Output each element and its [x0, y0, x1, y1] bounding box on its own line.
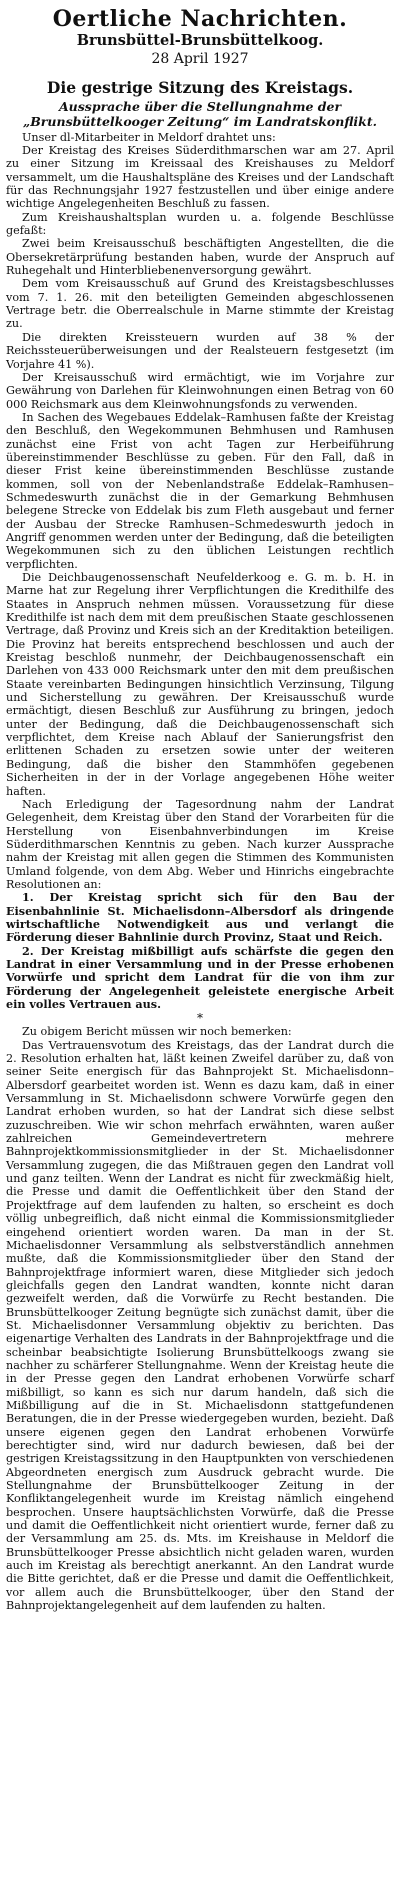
byline: Unser dl-Mitarbeiter in Meldorf drahtet uns:	[22, 131, 276, 144]
closing-paragraph: Das Vertrauensvotum des Kreistags, das der Landrat durch die 2. Resolution erhalten hat, läßt keinen Zweifel darüber zu, daß von seiner Seite energisch für das Bahnprojekt St. Michaelisdonn–Albersdorf gearbeitet worden ist. Wenn es dazu kam, daß in einer Versammlung in St. Michaelisdonn schwere Vorwürfe gegen den Landrat erhoben wurden, so hat der Landrat sich diese selbst zuzuschreiben. Wie wir schon mehrfach erwähnten, waren außer zahlreichen Gemeindevertretern mehrere Bahnprojektkommissionsmitglieder in der St. Michaelisdonner Versammlung zugegen, die das Mißtrauen gegen den Landrat voll und ganz teilten. Wenn der Landrat es nicht für zweckmäßig hielt, die Presse und damit die Oeffentlichkeit über den Stand der Projektfrage auf dem laufenden zu halten, so erscheint es doch völlig unbegreiflich, daß nicht einmal die Kommissionsmitglieder eingehend orientiert worden waren. Da man in der St. Michaelisdonner Versammlung als selbstverständlich annehmen mußte, daß die Kommissionsmitglieder über den Stand der Bahnprojektfrage informiert waren, diese Mitglieder sich jedoch gleichfalls gegen den Landrat wandten, konnte nicht daran gezweifelt werden, daß die Vorwürfe zu Recht bestanden. Die Brunsbüttelkooger Zeitung begnügte sich zunächst damit, über die St. Michaelisdonner Versammlung objektiv zu berichten. Das eigenartige Verhalten des Landrats in der Bahnprojektfrage und die scheinbar beabsichtigte Isolierung Brunsbüttelkoogs zwang sie nachher zu schärferer Stellungnahme. Wenn der Kreistag heute die in der Presse gegen den Landrat erhobenen Vorwürfe scharf mißbilligt, so kann es sich nur darum handeln, daß sich die Mißbilligung auf die in St. Michaelisdonn stattgefundenen Beratungen, die in der Presse wiedergegeben wurden, bezieht. Daß unsere eigenen gegen den Landrat erhobenen Vorwürfe berechtigter sind, wird nur dadurch bewiesen, daß bei der gestrigen Kreistagssitzung in den Hauptpunkten von verschiedenen Abgeordneten energisch zum Ausdruck gebracht wurde. Die Stellungnahme der Brunsbüttelkooger Zeitung in der Konfliktangelegenheit wurde im Kreistag nämlich eingehend besprochen. Unsere hauptsächlichsten Vorwürfe, daß die Presse und damit die Oeffentlichkeit nicht orientiert wurde, ferner daß zu der Versammlung am 25. ds. Mts. im Kreishause in Meldorf die Brunsbüttelkooger Presse absichtlich nicht geladen waren, wurden auch im Kreistag als berechtigt anerkannt. An den Landrat wurde die Bitte gerichtet, daß er die Presse und damit die Oeffentlichkeit, vor allem auch die Brunsbüttelkooger, über den Stand der Bahnprojektangelegenheit auf dem laufenden zu halten.	[6, 1038, 394, 1613]
paragraph: In Sachen des Wegebaues Eddelak–Ramhusen faßte der Kreistag den Beschluß, den Wegekommunen Behmhusen und Ramhusen zunächst eine Frist von acht Tagen zur Herbeiführung übereinstimmender Beschlüsse zu geben. Für den Fall, daß in dieser Frist keine übereinstimmenden Beschlüsse zustande kommen, soll von der Nebenlandstraße Eddelak–Ramhusen–Schmedeswurth zunächst die in der Gemarkung Behmhusen belegene Strecke von Eddelak bis zum Fleth ausgebaut und ferner der Ausbau der Strecke Ramhusen–Schmedeswurth jedoch in Angriff genommen werden unter der Bedingung, daß die beteiligten Wegekommunen sich zu den üblichen Leistungen rechtlich verpflichten.	[6, 410, 394, 571]
masthead: Oertliche Nachrichten.	[52, 6, 348, 32]
paragraph: Die Deichbaugenossenschaft Neufelderkoog e. G. m. b. H. in Marne hat zur Regelung ihrer Verpflichtungen die Kredithilfe des Staates in Anspruch nehmen müssen. Voraussetzung für diese Kredithilfe ist nach dem mit dem preußischen Staate geschlossenen Vertrage, daß Provinz und Kreis sich an der Kreditaktion beteiligen. Die Provinz hat bereits entsprechend beschlossen und auch der Kreistag beschloß nunmehr, der Deichbaugenossenschaft ein Darlehen von 433 000 Reichsmark unter den mit dem preußischen Staate vereinbarten Bedingungen hinsichtlich Verzinsung, Tilgung und Sicherstellung zu gewähren. Der Kreisausschuß wurde ermächtigt, diesen Beschluß zur Ausführung zu bringen, jedoch unter der Bedingung, daß die Deichbaugenossenschaft sich verpflichtet, dem Kreise nach Ablauf der Sanierungsfrist den erlittenen Schaden zu ersetzen sowie unter der weiteren Bedingung, daß die bisher den Stammhöfen gegebenen Sicherheiten in der in der Vorlage angegebenen Höhe weiter haften.	[6, 571, 394, 798]
paragraph: Der Kreisausschuß wird ermächtigt, wie im Vorjahre zur Gewährung von Darlehen für Kleinwohnungen einen Betrag von 60 000 Reichsmark aus dem Kleinwohnungsfonds zu verwenden.	[6, 370, 394, 411]
closing-paragraph: Zu obigem Bericht müssen wir noch bemerken:	[22, 1025, 292, 1039]
paragraph: Zum Kreishaushaltsplan wurden u. a. folgende Beschlüsse gefaßt:	[6, 210, 394, 238]
header	[6, 6, 394, 98]
separator-star: *	[197, 1011, 203, 1026]
article-subtitle: Aussprache über die Stellungnahme der „Brunsbüttelkooger Zeitung“ im Landratskonflikt.	[23, 99, 377, 129]
location-heading: Brunsbüttel-Brunsbüttelkoog.	[76, 32, 324, 49]
resolution-1: 1. Der Kreistag spricht sich für den Bau der Eisenbahnlinie St. Michaelisdonn–Albersdorf als dringende wirtschaftliche Notwendigkeit aus und verlangt die Förderung dieser Bahnlinie durch Provinz, Staat und Reich.	[6, 890, 394, 945]
resolution-2: 2. Der Kreistag mißbilligt aufs schärfste die gegen den Landrat in einer Versammlung und in der Presse erhobenen Vorwürfe und spricht dem Landrat für die von ihm zur Förderung der Angelegenheit geleistete energische Arbeit ein volles Vertrauen aus.	[6, 943, 394, 1011]
newspaper-page	[6, 6, 394, 1612]
paragraph: Dem vom Kreisausschuß auf Grund des Kreistagsbeschlusses vom 7. 1. 26. mit den beteiligten Gemeinden abgeschlossenen Vertrage betr. die Oberrealschule in Marne stimmte der Kreistag zu.	[6, 277, 394, 331]
paragraph: Der Kreistag des Kreises Süderdithmarschen war am 27. April zu einer Sitzung im Kreissaal des Kreishauses zu Meldorf versammelt, um die Haushaltspläne des Kreises und der Landschaft für das Rechnungsjahr 1927 festzustellen und über einige andere wichtige Angelegenheiten Beschluß zu fassen.	[6, 144, 394, 211]
article-title: Die gestrige Sitzung des Kreistags.	[46, 78, 354, 97]
date-line: 28 April 1927	[151, 51, 249, 67]
article-body	[6, 144, 394, 1612]
paragraph: Zwei beim Kreisausschuß beschäftigten Angestellten, die die Obersekretärprüfung bestanden haben, wurde der Anspruch auf Ruhegehalt und Hinterbliebenenversorgung gewährt.	[6, 237, 394, 278]
paragraph: Die direkten Kreissteuern wurden auf 38 % der Reichssteuerüberweisungen und der Realsteuern festgesetzt (im Vorjahre 41 %).	[6, 330, 394, 371]
paragraph: Nach Erledigung der Tagesordnung nahm der Landrat Gelegenheit, dem Kreistag über den Stand der Vorarbeiten für die Herstellung von Eisenbahnverbindungen im Kreise Süderdithmarschen Kenntnis zu geben. Nach kurzer Aussprache nahm der Kreistag mit allen gegen die Stimmen des Kommunisten Umland folgende, von dem Abg. Weber und Hinrichs eingebrachte Resolutionen an:	[6, 797, 394, 891]
